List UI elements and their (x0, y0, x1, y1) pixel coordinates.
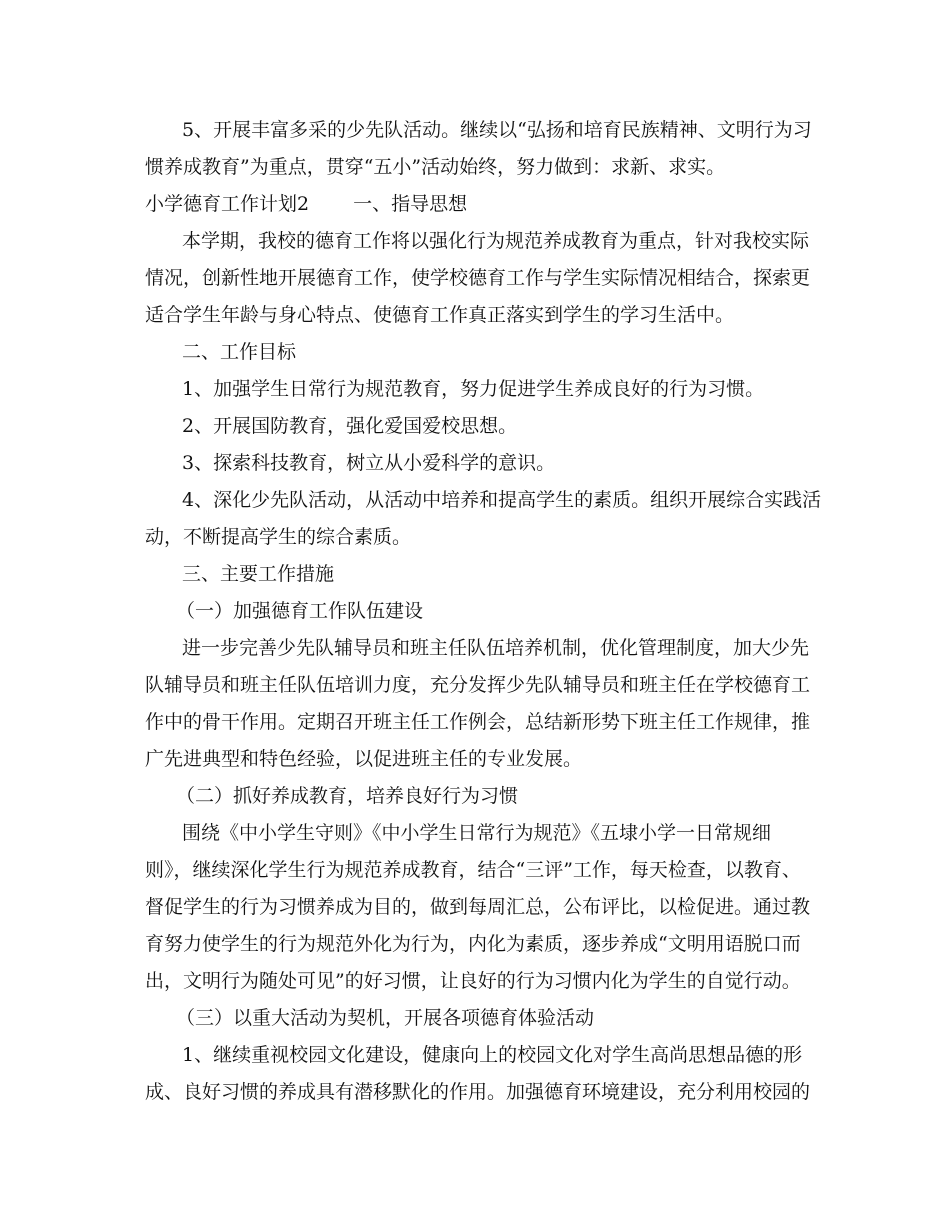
subsection-heading: （一）加强德育工作队伍建设 (176, 600, 424, 622)
paragraph-line: 出，文明行为随处可见”的好习惯，让良好的行为习惯内化为学生的自觉行动。 (145, 970, 801, 992)
section-heading-line (145, 192, 467, 216)
list-item: 1、加强学生日常行为规范教育，努力促进学生养成良好的行为习惯。 (182, 378, 765, 400)
paragraph-line: 督促学生的行为习惯养成为目的，做到每周汇总，公布评比，以检促进。通过教 (145, 896, 811, 918)
paragraph-line: 动，不断提高学生的综合素质。 (145, 526, 412, 548)
list-item: 2、开展国防教育，强化爱国爱校思想。 (182, 415, 518, 437)
paragraph-line: 育努力使学生的行为规范外化为行为，内化为素质，逐步养成“文明用语脱口而 (145, 933, 801, 955)
subsection-heading: （二）抓好养成教育，培养良好行为习惯 (176, 785, 519, 807)
paragraph-line: 队辅导员和班主任队伍培训力度，充分发挥少先队辅导员和班主任在学校德育工 (145, 674, 811, 696)
paragraph-line: 广先进典型和特色经验，以促进班主任的专业发展。 (145, 748, 583, 770)
paragraph-line: 本学期，我校的德育工作将以强化行为规范养成教育为重点，针对我校实际 (182, 230, 810, 252)
paragraph-line: 情况，创新性地开展德育工作，使学校德育工作与学生实际情况相结合，探索更 (145, 267, 811, 289)
paragraph-line: 则》，继续深化学生行为规范养成教育，结合“三评”工作，每天检查，以教育、 (145, 859, 801, 881)
paragraph-line: 围绕《中小学生守则》《中小学生日常行为规范》《五埭小学一日常规细 (182, 822, 772, 844)
list-item: 4、深化少先队活动，从活动中培养和提高学生的素质。组织开展综合实践活 (182, 489, 822, 511)
subsection-heading: （三）以重大活动为契机，开展各项德育体验活动 (176, 1007, 595, 1029)
paragraph-line: 作中的骨干作用。定期召开班主任工作例会，总结新形势下班主任工作规律，推 (145, 711, 811, 733)
list-item: 1、继续重视校园文化建设，健康向上的校园文化对学生高尚思想品德的形 (182, 1044, 803, 1066)
paragraph-line: 进一步完善少先队辅导员和班主任队伍培养机制，优化管理制度，加大少先 (182, 637, 810, 659)
list-item: 3、探索科技教育，树立从小爱科学的意识。 (182, 452, 556, 474)
paragraph-line: 惯养成教育”为重点，贯穿“五小”活动始终，努力做到：求新、求实。 (145, 156, 726, 178)
paragraph-line: 成、良好习惯的养成具有潜移默化的作用。加强德育环境建设，充分利用校园的 (145, 1081, 811, 1103)
paragraph-line: 适合学生年龄与身心特点、使德育工作真正落实到学生的学习生活中。 (145, 304, 735, 326)
section-heading: 一、指导思想 (353, 193, 468, 215)
section-heading: 二、工作目标 (182, 341, 297, 363)
paragraph-line: 5、开展丰富多采的少先队活动。继续以“弘扬和培育民族精神、文明行为习 (182, 119, 812, 141)
section-heading: 三、主要工作措施 (182, 563, 335, 585)
document-title: 小学德育工作计划2 (145, 193, 310, 215)
